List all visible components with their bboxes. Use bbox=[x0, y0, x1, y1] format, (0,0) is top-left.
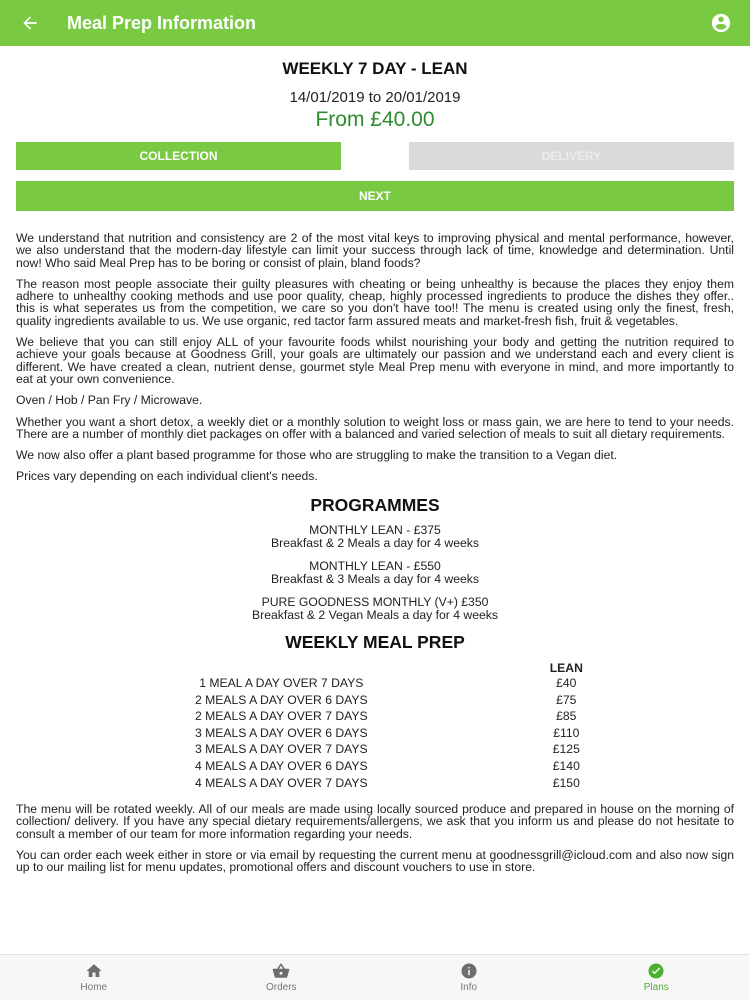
meal-option: 1 MEAL A DAY OVER 7 DAYS bbox=[199, 676, 364, 691]
weekly-meal-prep-title: WEEKLY MEAL PREP bbox=[285, 631, 465, 652]
meal-price: £110 bbox=[553, 725, 580, 740]
cooking-methods: Oven / Hob / Pan Fry / Microwave. bbox=[16, 393, 203, 408]
info-icon bbox=[460, 962, 478, 980]
programme-item bbox=[16, 596, 734, 622]
content-scroll[interactable] bbox=[0, 46, 750, 954]
ordering-paragraph: You can order each week either in store or via email by requesting the current menu at goodnessgrill@icloud.com and also now sign up to our mailing list for menu updates, promotional offers and discount vouchers to use in store. bbox=[16, 847, 734, 875]
nav-orders[interactable] bbox=[188, 955, 376, 1000]
fulfilment-options bbox=[16, 142, 734, 170]
nav-orders-label: Orders bbox=[265, 982, 297, 993]
nav-info-label: Info bbox=[460, 982, 478, 993]
programme-detail: Breakfast & 3 Meals a day for 4 weeks bbox=[271, 571, 479, 586]
nav-plans-label: Plans bbox=[643, 982, 669, 993]
weekly-meal-table bbox=[155, 661, 595, 791]
intro-paragraph: We understand that nutrition and consistency are 2 of the most vital keys to improving physical and mental performance, however, we also understand that the modern-day lifestyle can limit your success through lack of time, knowledge and determination. Until now! Who said Meal Prep has to be boring or consist of plain, bland foods? bbox=[16, 231, 734, 270]
prices-note: Prices vary depending on each individual client's needs. bbox=[16, 469, 318, 484]
meal-price: £125 bbox=[552, 742, 580, 757]
nav-home-label: Home bbox=[80, 982, 108, 993]
table-row bbox=[155, 691, 595, 708]
programme-name: PURE GOODNESS MONTHLY (V+) £350 bbox=[261, 594, 489, 609]
back-button[interactable] bbox=[0, 0, 60, 46]
meal-price: £140 bbox=[552, 759, 580, 774]
desc-column-header bbox=[155, 661, 408, 675]
meal-option: 3 MEALS A DAY OVER 6 DAYS bbox=[194, 725, 368, 740]
programme-item bbox=[16, 524, 734, 550]
plans-icon bbox=[647, 962, 665, 980]
bottom-navigation bbox=[0, 954, 750, 1000]
collection-button[interactable]: COLLECTION bbox=[16, 142, 341, 170]
programme-detail: Breakfast & 2 Vegan Meals a day for 4 weeks bbox=[252, 607, 498, 622]
page-title: Meal Prep Information bbox=[67, 12, 257, 33]
rotation-paragraph: The menu will be rotated weekly. All of our meals are made using locally sourced produce and prepared in house on the morning of collection/ delivery. If you have any special dietary requirements/allergens, we ask that you inform us and please do not hesitate to consult a member of our team for more information regarding your needs. bbox=[16, 801, 734, 841]
programme-detail: Breakfast & 2 Meals a day for 4 weeks bbox=[271, 535, 479, 550]
table-row bbox=[155, 741, 595, 758]
nav-info[interactable] bbox=[375, 955, 563, 1000]
plan-price: From £40.00 bbox=[315, 108, 435, 131]
table-row bbox=[155, 774, 595, 791]
ingredients-paragraph: The reason most people associate their guilty pleasures with cheating or being unhealthy is because the places they enjoy them adhere to unhealthy cooking methods and use poor quality, cheap, highly processed ingredients to produce the dishes they offer.. this is what seperates us from the competition, we care so you don't have too!! The menu is created using only the finest, fresh, quality ingredients available to us. We use organic, red tactor farm assured meats and market-fresh fish, fruit & vegetables. bbox=[16, 276, 734, 328]
vegan-paragraph: We now also offer a plant based programme for those who are struggling to make the transition to a Vegan diet. bbox=[16, 448, 618, 463]
meal-price: £150 bbox=[552, 775, 580, 790]
home-icon bbox=[85, 962, 103, 980]
meal-option: 2 MEALS A DAY OVER 6 DAYS bbox=[194, 692, 368, 707]
nav-home[interactable] bbox=[0, 955, 188, 1000]
basket-icon bbox=[272, 962, 290, 980]
app-bar bbox=[0, 0, 750, 46]
lean-column-header: LEAN bbox=[549, 660, 583, 675]
table-row bbox=[155, 758, 595, 775]
meal-option: 4 MEALS A DAY OVER 7 DAYS bbox=[194, 775, 368, 790]
nav-plans[interactable] bbox=[563, 955, 750, 1000]
packages-paragraph: Whether you want a short detox, a weekly diet or a monthly solution to weight loss or mass gain, we are here to tend to your needs. There are a number of monthly diet packages on offer with a balanced and varied selection of meals to suit all dietary requirements. bbox=[16, 414, 734, 441]
meal-option: 2 MEALS A DAY OVER 7 DAYS bbox=[194, 709, 368, 724]
goals-paragraph: We believe that you can still enjoy ALL of your favourite foods whilst nourishing your body and getting the nutrition required to achieve your goals because at Goodness Grill, your goals are ultimately our passion and we understand each and every client is different. We have created a clean, nutrient dense, gourmet style Meal Prep menu with everyone in mind, and more importantly to eat at your own convenience. bbox=[16, 335, 734, 386]
meal-price: £75 bbox=[556, 692, 577, 707]
meal-option: 4 MEALS A DAY OVER 6 DAYS bbox=[194, 759, 368, 774]
table-header-row bbox=[155, 661, 595, 675]
account-circle-icon bbox=[710, 12, 732, 34]
table-row bbox=[155, 708, 595, 725]
meal-price: £40 bbox=[556, 676, 577, 691]
programmes-title: PROGRAMMES bbox=[310, 494, 440, 515]
account-button[interactable] bbox=[710, 12, 732, 34]
plan-dates: 14/01/2019 to 20/01/2019 bbox=[289, 89, 461, 106]
programmes-list bbox=[16, 524, 734, 622]
delivery-button[interactable]: DELIVERY bbox=[409, 142, 734, 170]
meal-option: 3 MEALS A DAY OVER 7 DAYS bbox=[194, 742, 368, 757]
table-row bbox=[155, 725, 595, 742]
meal-price: £85 bbox=[556, 709, 577, 724]
programme-item bbox=[16, 560, 734, 586]
plan-title: WEEKLY 7 DAY - LEAN bbox=[282, 59, 468, 78]
programme-name: MONTHLY LEAN - £550 bbox=[309, 558, 441, 573]
programme-name: MONTHLY LEAN - £375 bbox=[309, 522, 441, 537]
arrow-left-icon bbox=[20, 13, 40, 33]
next-button[interactable]: NEXT bbox=[16, 181, 734, 211]
table-row bbox=[155, 675, 595, 692]
